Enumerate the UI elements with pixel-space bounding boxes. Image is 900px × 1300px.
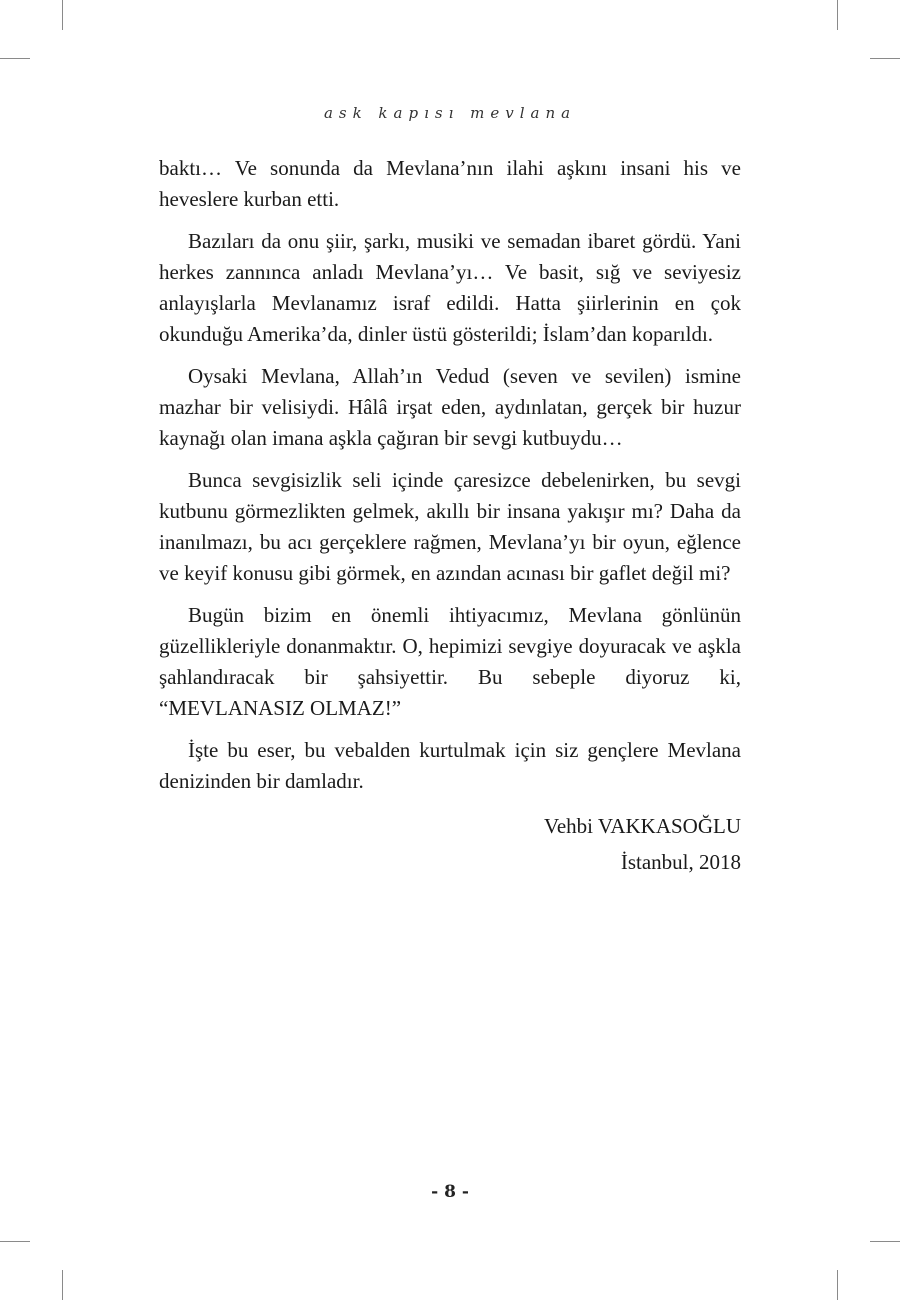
signature-block <box>159 808 741 880</box>
paragraph-5: Bugün bizim en önemli ihtiyacımız, Mevlana gönlünün güzellikleriyle donanmaktır. O, hepimizi sevgiye doyuracak ve aşkla şahlandıracak bir şahsiyettir. Bu sebeple diyoruz ki, “MEVLANASIZ OLMAZ!” <box>159 603 741 720</box>
main-text <box>159 153 741 880</box>
paragraph-2: Bazıları da onu şiir, şarkı, musiki ve semadan ibaret gördü. Yani herkes zannınca anladı Mevlana’yı… Ve basit, sığ ve seviyesiz anlayışlarla Mevlanamız israf edildi. Hatta şiirlerinin en çok okunduğu Amerika’da, dinler üstü gösterildi; İslam’dan koparıldı. <box>159 229 741 346</box>
crop-mark-top-right-horizontal <box>870 58 900 59</box>
paragraph-4: Bunca sevgisizlik seli içinde çaresizce debelenirken, bu sevgi kutbunu görmezlikten gelmek, akıllı bir insana yakışır mı? Daha da inanılmazı, bu acı gerçeklere rağmen, Mevlana’yı bir oyun, eğlence ve keyif konusu gibi görmek, en azından acınası bir gaflet değil mi? <box>159 468 741 585</box>
signature-author: Vehbi VAKKASOĞLU <box>544 814 741 838</box>
crop-mark-top-left-vertical <box>62 0 63 30</box>
crop-mark-bottom-right-vertical <box>837 1270 838 1300</box>
crop-mark-bottom-right-horizontal <box>870 1241 900 1242</box>
crop-mark-top-right-vertical <box>837 0 838 30</box>
paragraph-1: baktı… Ve sonunda da Mevlana’nın ilahi aşkını insani his ve heveslere kurban etti. <box>159 156 741 211</box>
crop-mark-bottom-left-vertical <box>62 1270 63 1300</box>
crop-mark-bottom-left-horizontal <box>0 1241 30 1242</box>
running-head-title: ask kapısı mevlana <box>323 104 577 122</box>
crop-mark-top-left-horizontal <box>0 58 30 59</box>
paragraph-3: Oysaki Mevlana, Allah’ın Vedud (seven ve sevilen) ismine mazhar bir velisiydi. Hâlâ irşat eden, aydınlatan, gerçek bir huzur kaynağı olan imana aşkla çağıran bir sevgi kutbuydu… <box>159 364 741 450</box>
paragraph-6: İşte bu eser, bu vebalden kurtulmak için siz gençlere Mevlana denizinden bir damladır. <box>159 738 741 793</box>
signature-place-date: İstanbul, 2018 <box>620 850 741 874</box>
page-number: - 8 - <box>431 1182 469 1202</box>
